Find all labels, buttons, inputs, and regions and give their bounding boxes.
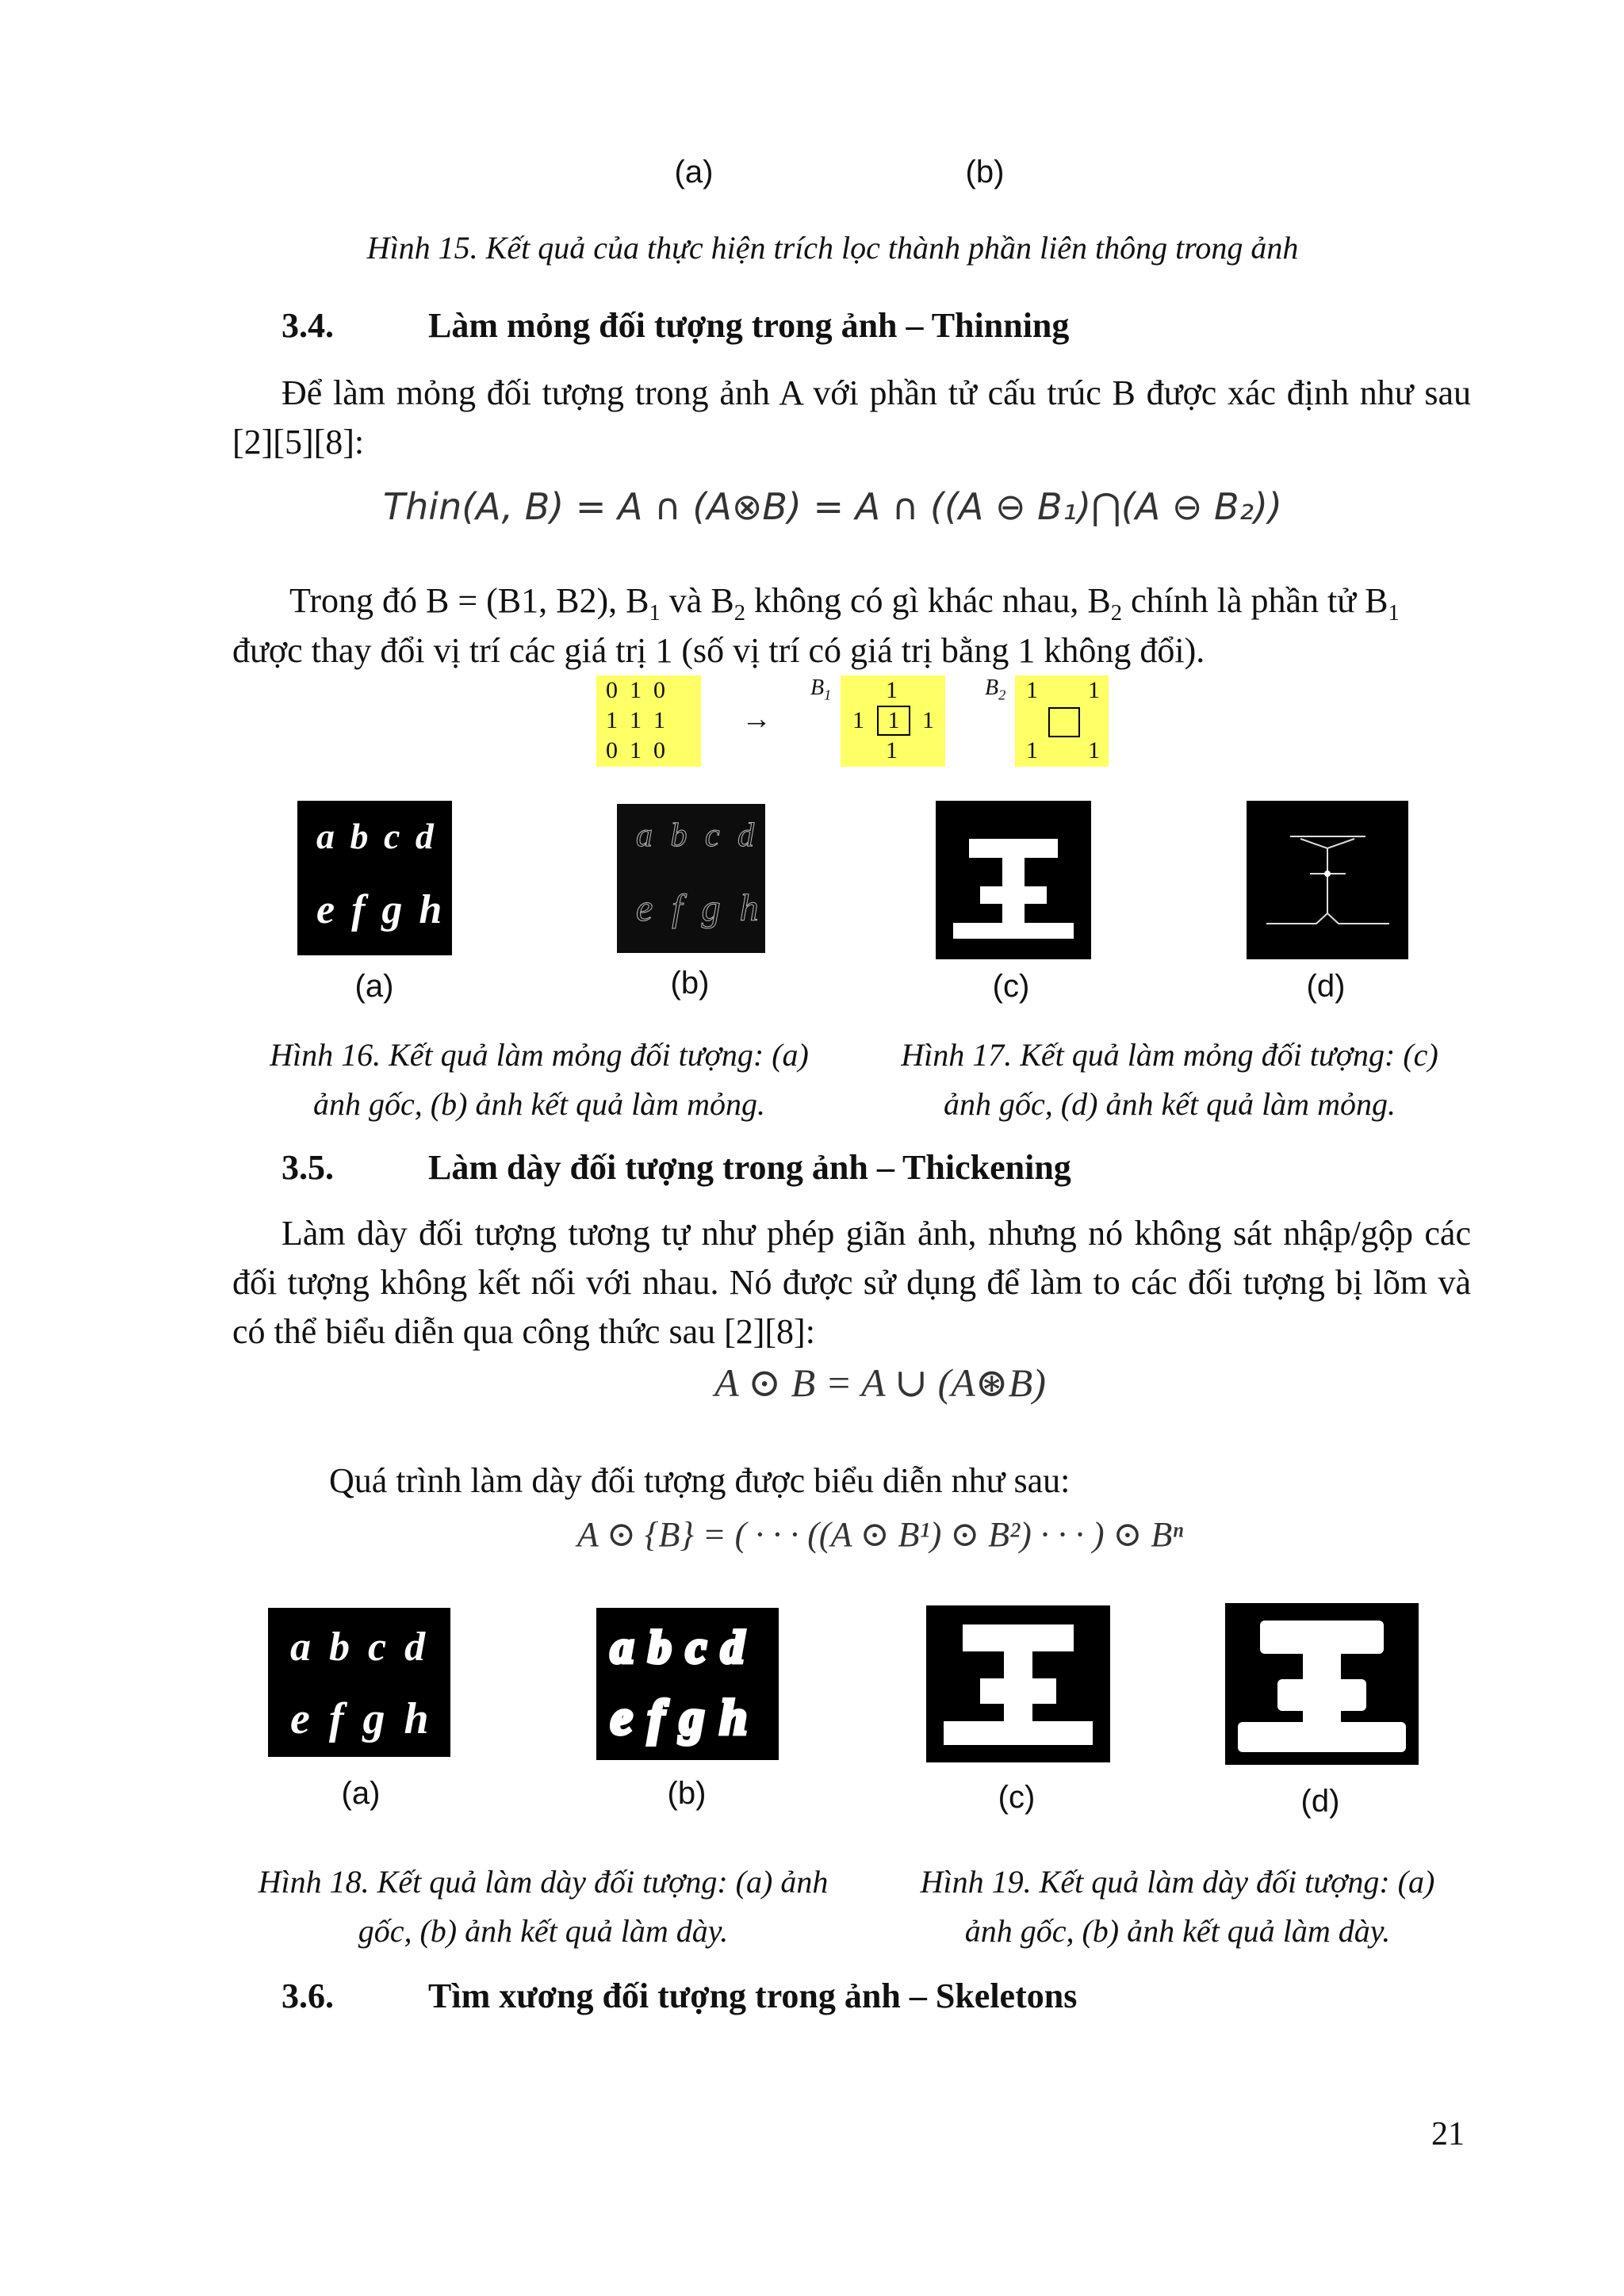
sub-2b: 2 xyxy=(1110,600,1122,626)
section-3-5-number: 3.5. xyxy=(282,1148,334,1187)
fig19-label-d: (d) xyxy=(1300,1784,1340,1819)
fig17-caption-line1: Hình 17. Kết quả làm mỏng đối tượng: (c) xyxy=(901,1037,1438,1073)
fig17-image-d xyxy=(1247,801,1408,959)
b1-matrix xyxy=(841,675,945,767)
b1-center: 1 xyxy=(877,706,910,736)
section-3-4-paragraph-2-line-2: được thay đổi vị trí các giá trị 1 (số vị trí có giá trị bằng 1 không đổi). xyxy=(232,631,1205,670)
matrix-row-1: 0 1 0 xyxy=(606,677,665,703)
fig16-image-b xyxy=(617,804,765,953)
fig18-image-a xyxy=(268,1608,450,1757)
b2-letter: B xyxy=(985,675,999,700)
section-3-5-line-2: đối tượng không kết nối với nhau. Nó được sử dụng để làm to các đối tượng bị lõm và xyxy=(232,1263,1471,1302)
b2-bottom-right: 1 xyxy=(1088,737,1100,763)
p2-part-b: và B xyxy=(660,581,734,620)
b1-sub: 1 xyxy=(824,687,832,703)
p2-part-a: Trong đó B = (B1, B2), B xyxy=(289,581,649,620)
fig17-caption xyxy=(868,1031,1471,1129)
fig17-image-c xyxy=(936,801,1091,959)
section-3-6-number: 3.6. xyxy=(282,1976,334,2015)
b2-top-right: 1 xyxy=(1088,677,1100,703)
b1-label xyxy=(810,675,831,704)
fig19-image-c xyxy=(926,1605,1110,1762)
fig16-a-line2: e f g h xyxy=(316,887,446,932)
b1-bottom: 1 xyxy=(886,737,898,763)
fig19-label-c: (c) xyxy=(998,1780,1036,1815)
section-3-4-paragraph-1-line-1: Để làm mỏng đối tượng trong ảnh A với phần tử cấu trúc B được xác định như sau xyxy=(282,373,1471,412)
fig18-a-line2: e f g h xyxy=(290,1694,433,1743)
b2-matrix xyxy=(1015,675,1109,767)
fig18-caption-line2: gốc, (b) ảnh kết quả làm dày. xyxy=(358,1913,729,1949)
fig17-label-d: (d) xyxy=(1306,969,1346,1004)
fig18-b-line2: e f g h xyxy=(611,1691,749,1745)
fig18-caption xyxy=(238,1858,848,1956)
fig16-caption-line1: Hình 16. Kết quả làm mỏng đối tượng: (a) xyxy=(270,1037,809,1073)
fig17-label-c: (c) xyxy=(992,969,1030,1004)
p2-part-d: chính là phần tử B xyxy=(1121,581,1388,620)
fig19-image-d xyxy=(1225,1603,1419,1765)
structuring-element-matrix xyxy=(596,675,701,767)
fig17-caption-line2: ảnh gốc, (d) ảnh kết quả làm mỏng. xyxy=(944,1086,1396,1122)
b1-right: 1 xyxy=(922,707,934,733)
fig19-caption-line1: Hình 19. Kết quả làm dày đối tượng: (a) xyxy=(920,1864,1435,1900)
fig18-b-line1: a b c d xyxy=(611,1621,746,1673)
fig18-a-line1: a b c d xyxy=(290,1624,430,1670)
section-3-5-line-3: có thể biểu diễn qua công thức sau [2][8]: xyxy=(232,1312,815,1351)
fig16-label-a: (a) xyxy=(354,969,394,1004)
fig15-label-b: (b) xyxy=(965,155,1005,189)
matrix-row-3: 0 1 0 xyxy=(606,737,665,763)
arrow-icon: → xyxy=(741,702,772,736)
fig19-caption-line2: ảnh gốc, (b) ảnh kết quả làm dày. xyxy=(964,1913,1391,1949)
sub-1b: 1 xyxy=(1388,600,1400,626)
b2-bottom-left: 1 xyxy=(1026,737,1038,763)
matrix-row-2: 1 1 1 xyxy=(606,707,665,733)
fig16-caption xyxy=(238,1031,841,1129)
thickening-process-text: Quá trình làm dày đối tượng được biểu diễn như sau: xyxy=(329,1461,1071,1500)
thinning-formula: Thin(A, B) = A ∩ (A⊗B) = A ∩ ((A ⊖ B₁)⋂(A ⊖ B₂)) xyxy=(383,485,1282,528)
sub-1a: 1 xyxy=(649,600,661,626)
b2-sub: 2 xyxy=(998,687,1006,703)
b2-label xyxy=(985,675,1005,704)
b1-letter: B xyxy=(810,675,825,700)
section-3-5-title: Làm dày đối tượng trong ảnh – Thickening xyxy=(428,1148,1071,1187)
thickening-formula: A ⊙ B = A ∪ (A⊛B) xyxy=(714,1360,1046,1405)
fig16-label-b: (b) xyxy=(670,966,710,1001)
sub-2a: 2 xyxy=(733,600,745,626)
fig18-image-b xyxy=(596,1608,779,1760)
b2-top-left: 1 xyxy=(1026,677,1038,703)
b2-center-box xyxy=(1048,707,1080,737)
fig18-caption-line1: Hình 18. Kết quả làm dày đối tượng: (a) ảnh xyxy=(258,1864,829,1900)
section-3-4-title: Làm mỏng đối tượng trong ảnh – Thinning xyxy=(428,306,1070,345)
fig16-caption-line2: ảnh gốc, (b) ảnh kết quả làm mỏng. xyxy=(313,1086,765,1122)
fig15-label-a: (a) xyxy=(674,155,714,189)
fig16-b-line2: e f g h xyxy=(636,887,764,929)
fig19-caption xyxy=(876,1858,1479,1956)
fig18-label-a: (a) xyxy=(341,1776,381,1811)
fig16-image-a xyxy=(297,801,452,955)
section-3-5-line-1: Làm dày đối tượng tương tự như phép giãn ảnh, nhưng nó không sát nhập/gộp các xyxy=(282,1214,1471,1253)
section-3-6-title: Tìm xương đối tượng trong ảnh – Skeletons xyxy=(428,1976,1078,2015)
thickening-process-formula: A ⊙ {B} = ( · · · ((A ⊙ B¹) ⊙ B²) · · · ) ⊙ Bⁿ xyxy=(576,1515,1184,1554)
fig16-a-line1: a b c d xyxy=(316,816,437,856)
page-number: 21 xyxy=(1431,2116,1465,2152)
b1-left: 1 xyxy=(852,707,864,733)
fig18-label-b: (b) xyxy=(667,1776,707,1811)
fig16-b-line1: a b c d xyxy=(636,817,760,854)
b1-top: 1 xyxy=(886,677,898,703)
fig15-caption: Hình 15. Kết quả của thực hiện trích lọc thành phần liên thông trong ảnh xyxy=(366,230,1299,266)
section-3-4-paragraph-1-line-2: [2][5][8]: xyxy=(232,423,365,461)
section-3-4-number: 3.4. xyxy=(282,306,334,345)
p2-part-c: không có gì khác nhau, B xyxy=(745,581,1111,620)
